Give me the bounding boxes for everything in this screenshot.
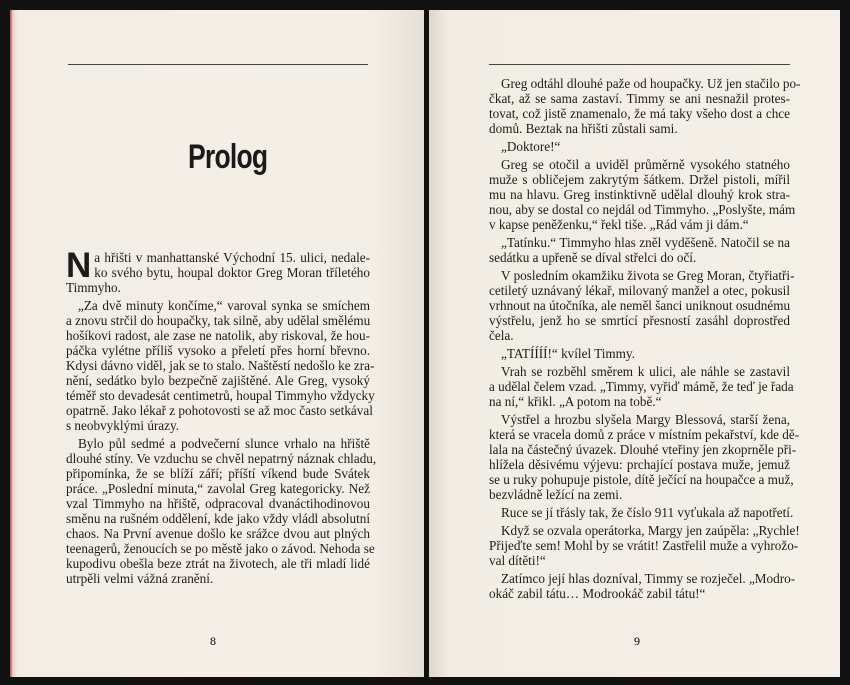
text-line: muže s obličejem zakrytým šátkem. Držel pistoli, mířil <box>489 172 790 187</box>
page-number: 8 <box>210 634 216 648</box>
text-line: „Doktore!“ <box>501 139 561 154</box>
paragraph <box>489 76 801 136</box>
text-line: sedátku a upřeně se díval střelci do očí. <box>489 250 697 265</box>
paragraph <box>489 571 796 601</box>
right-page <box>429 10 840 677</box>
text-line: lala na částečný úvazek. Dlouhé vteřiny jen zkoprněle při- <box>489 442 797 457</box>
paragraph <box>489 412 800 502</box>
chapter-title: Prolog <box>188 138 268 176</box>
text-line: a udělal čelem vzad. „Timmy, vyřiď mámě, že teď je řada <box>489 379 794 394</box>
paragraph <box>489 523 800 568</box>
text-line: Greg se otočil a uviděl průměrně vysokého statného <box>501 157 790 172</box>
text-line: se u ruky pohupuje pistole, dítě ječící na houpačce a muž, <box>489 472 794 487</box>
text-line: páčka vylétne příliš vysoko a přeletí přes horní břevno. <box>66 343 370 358</box>
text-line: výstřelu, jenž ho se smrtící přesností zasáhl doprostřed <box>489 313 790 328</box>
text-line: čela. <box>489 328 514 343</box>
text-line: a znovu strčil do houpačky, tak silně, aby udělal smělému <box>66 313 371 328</box>
text-line: vzal Timmyho na hřiště, odpracoval dvanáctihodinovou <box>66 496 370 511</box>
header-rule <box>489 64 790 65</box>
text-line: bezvládně ležící na zemi. <box>489 487 623 502</box>
paragraph <box>489 268 795 343</box>
text-line: dlouhé stíny. Ve vzduchu se chvěl nepatrný náznak chladu, <box>66 451 377 466</box>
text-line: Greg odtáhl dlouhé paže od houpačky. Už jen stačilo po- <box>501 76 801 91</box>
text-line: kupodivu obešla beze ztrát na životech, ale tři mladí lidé <box>66 556 370 571</box>
text-line: Timmyho. <box>66 280 121 295</box>
text-line: „Za dvě minuty končíme,“ varoval synka se smíchem <box>78 298 370 313</box>
text-line: nění, sedátko bylo bezpečně zajištěné. Ale Greg, vysoký <box>66 373 370 388</box>
text-line: hošíkovi radost, ale zase ne natolik, aby riskoval, že hou- <box>66 328 370 343</box>
text-line: domů. Beztak na hřišti zůstali sami. <box>489 121 678 136</box>
paragraph <box>489 157 796 232</box>
drop-cap: N <box>66 246 92 285</box>
text-line: okáč zabil tátu… Modrookáč zabil tátu!“ <box>489 586 706 601</box>
right-body-text <box>489 76 801 604</box>
text-line: s neobvyklými úrazy. <box>66 418 180 433</box>
text-line: utrpěli velmi vážná zranění. <box>66 571 214 586</box>
text-line: na ní,“ křikl. „A potom na tobě.“ <box>489 394 662 409</box>
text-line: nou, aby se dostal co nejdál od Timmyho. „Poslyšte, mám <box>489 202 796 217</box>
text-line: cetiletý uznávaný lékař, milovaný manžel a otec, pokusil <box>489 283 790 298</box>
text-line: téměř sto devadesát centimetrů, houpal Timmyho vždycky <box>66 388 375 403</box>
text-line: chaos. Na První avenue došlo ke srážce dvou aut plných <box>66 526 370 541</box>
text-line: v kapse peněženku,“ řekl tiše. „Rád vám ji dám.“ <box>489 217 749 232</box>
paragraph <box>489 139 790 154</box>
text-line: čkat, až se sama zastaví. Timmy se ani nesnažil protes- <box>489 91 790 106</box>
text-line: Když se ozvala operátorka, Margy jen zaúpěla: „Rychle! <box>501 523 800 538</box>
text-line: Bylo půl sedmé a podvečerní slunce vrhalo na hřiště <box>78 436 370 451</box>
text-line: směnu na rušném oddělení, kde jako vždy vládl absolutní <box>66 511 370 526</box>
text-line: Vrah se rozběhl směrem k ulici, ale náhle se zastavil <box>501 364 790 379</box>
paragraph <box>489 235 790 265</box>
text-line: tovat, což jistě znamenalo, že má taky všeho dost a chce <box>489 106 790 121</box>
paragraph <box>489 346 790 361</box>
text-line: připomínka, že se blíží září; příští víkend bude Svátek <box>66 466 370 481</box>
text-line: Zatímco její hlas dozníval, Timmy se rozječel. „Modro- <box>501 571 796 586</box>
text-line: Přijeďte sem! Mohl by se vrátit! Zastřelil muže a vyhrožo- <box>489 538 799 553</box>
header-rule <box>68 64 368 65</box>
paragraph <box>66 298 375 433</box>
text-line: Kdysi dávno viděl, jak se to stalo. Naštěstí nedošlo ke zra- <box>66 358 375 373</box>
text-line: která se vracela domů z práce v místním pekařství, kde dě- <box>489 427 800 442</box>
text-line: „TATÍÍÍÍ!“ kvílel Timmy. <box>501 346 635 361</box>
text-line: vrhnout na útočníka, ale neměl šanci uniknout osudnému <box>489 298 791 313</box>
text-line: teenagerů, ženoucích se po městě jako o závod. Nehoda se <box>66 541 375 556</box>
paragraph <box>489 505 794 520</box>
text-line: „Tatínku.“ Timmyho hlas zněl vyděšeně. Natočil se na <box>501 235 790 250</box>
text-line: Výstřel a hrozbu slyšela Margy Blessová, starší žena, <box>501 412 790 427</box>
left-body-text <box>66 246 377 589</box>
paragraph <box>66 436 377 586</box>
text-line: opatrně. Jako lékař z pohotovosti se až moc často setkával <box>66 403 373 418</box>
paragraph <box>66 246 370 295</box>
text-line: práce. „Poslední minuta,“ zavolal Greg kategoricky. Než <box>66 481 370 496</box>
text-line: val dítěti!“ <box>489 553 546 568</box>
text-line: ko svého bytu, houpal doktor Greg Moran tříletého <box>94 265 370 280</box>
text-line: V posledním okamžiku života se Greg Moran, čtyřiatři- <box>501 268 795 283</box>
text-line: hlížela děsivému výjevu: prchající postava muže, jemuž <box>489 457 790 472</box>
left-page <box>10 10 424 677</box>
text-line: Ruce se jí třásly tak, že číslo 911 vyťukala až napotřetí. <box>501 505 794 520</box>
text-line: mu na hlavu. Greg instinktivně udělal dlouhý krok stra- <box>489 187 790 202</box>
page-number: 9 <box>634 634 640 648</box>
paragraph <box>489 364 794 409</box>
text-line: a hřišti v manhattanské Východní 15. ulici, nedale- <box>94 250 370 265</box>
